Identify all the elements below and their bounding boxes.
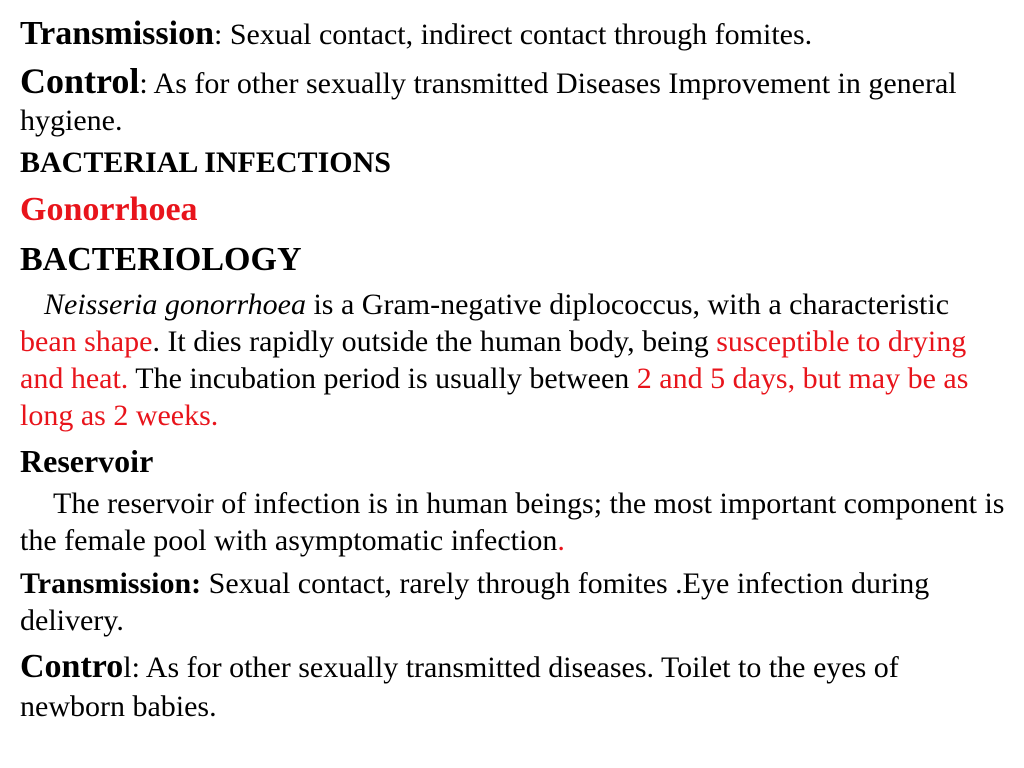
gonorrhoea-control-text: l: As for other sexually transmitted diseases. Toilet to the eyes of newborn babies. (20, 651, 899, 723)
reservoir-paragraph (20, 485, 1006, 559)
bacteriology-heading: BACTERIOLOGY (20, 241, 302, 278)
disease-heading: Gonorrhoea (20, 191, 198, 228)
reservoir-text: The reservoir of infection is in human beings; the most important component is the female pool with asymptomatic infection (20, 487, 1005, 557)
transmission-colon: : (213, 18, 223, 51)
bacteriology-paragraph (20, 286, 1006, 434)
control-colon: : (139, 67, 148, 100)
transmission-label: Transmission (20, 15, 214, 52)
reservoir-heading: Reservoir (20, 443, 154, 479)
gonorrhoea-transmission (20, 565, 1006, 639)
gonorrhoea-control (20, 647, 1006, 726)
bacteriology-text-2: . It dies rapidly outside the human body, being (152, 325, 717, 358)
transmission-text: Sexual contact, indirect contact through fomites. (222, 18, 813, 51)
incubation-highlight: 2 and 5 days, but may be as long as 2 weeks. (20, 362, 969, 432)
bacteriology-text-3: The incubation period is usually between (128, 362, 637, 395)
control-text: As for other sexually transmitted Diseases Improvement in general hygiene. (20, 67, 957, 137)
control-line (20, 63, 1006, 139)
bean-shape-highlight: bean shape (20, 325, 153, 358)
reservoir-end: . (557, 524, 565, 557)
gonorrhoea-transmission-text: Sexual contact, rarely through fomites .Eye infection during delivery. (20, 567, 930, 637)
gonorrhoea-transmission-label: Transmission: (20, 567, 202, 600)
gonorrhoea-control-label: Contro (20, 648, 124, 685)
transmission-line (20, 14, 1006, 55)
bacteriology-text-1: is a Gram-negative diplococcus, with a characteristic (305, 288, 950, 321)
bacterial-infections-heading: BACTERIAL INFECTIONS (20, 146, 391, 179)
drying-heat-highlight: susceptible to drying and heat. (20, 325, 967, 395)
organism-name: Neisseria gonorrhoea (44, 288, 306, 321)
control-label: Control (20, 61, 140, 101)
